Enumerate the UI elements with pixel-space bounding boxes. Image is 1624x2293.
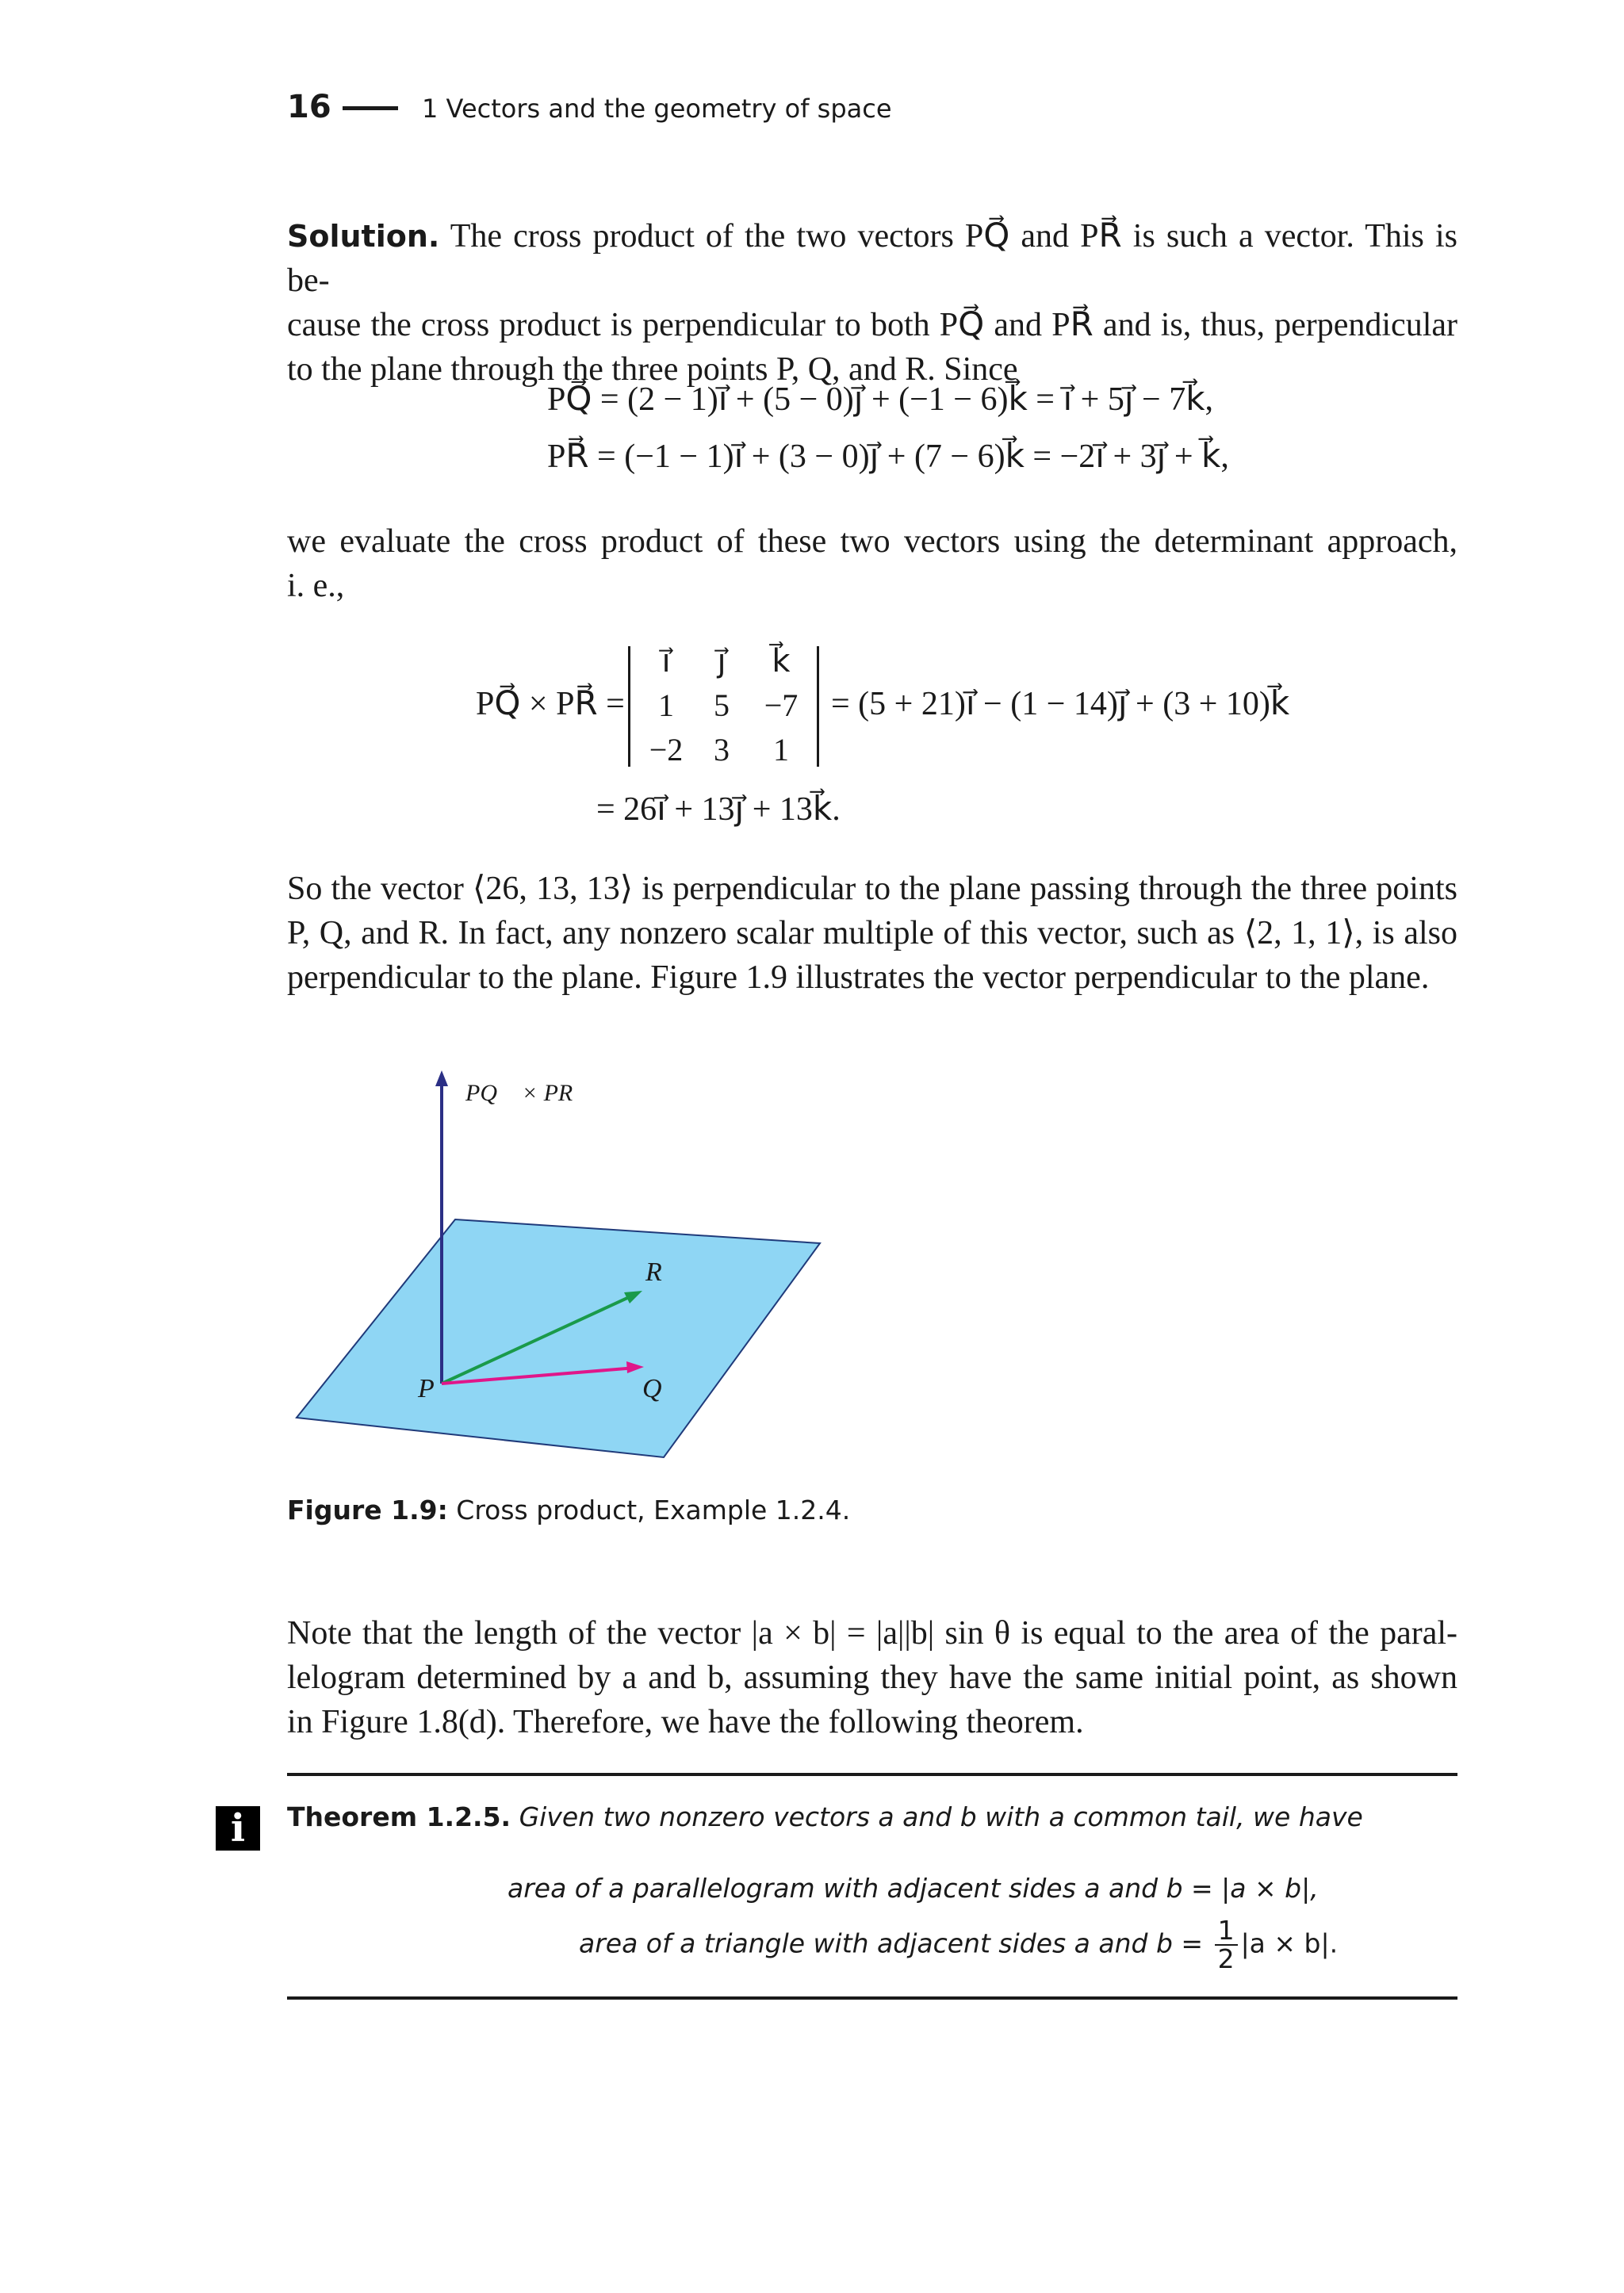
determinant-lhs: PQ⃗ × PR⃗ = bbox=[476, 686, 625, 722]
point-p-label: P bbox=[418, 1374, 435, 1403]
chapter-title: 1 Vectors and the geometry of space bbox=[422, 94, 892, 124]
det-cell: −2 bbox=[649, 732, 684, 768]
theorem-heading bbox=[287, 1801, 1363, 1832]
note-line-2: lelogram determined by a and b, assuming they have the same initial point, as shown bbox=[287, 1659, 1457, 1696]
plane bbox=[297, 1219, 820, 1457]
theorem-label: Theorem 1.2.5. bbox=[287, 1801, 511, 1832]
point-q-label: Q bbox=[642, 1374, 662, 1403]
theorem-row-parallelogram: area of a parallelogram with adjacent sides a and b = |a × b|, bbox=[508, 1873, 1319, 1904]
evaluate-line-1: we evaluate the cross product of these two vectors using the determinant approach, bbox=[287, 523, 1457, 560]
theorem-row-triangle-text: area of a triangle with adjacent sides a and b = bbox=[579, 1927, 1204, 1959]
determinant-rhs: = (5 + 21)i⃗ − (1 − 14)j⃗ + (3 + 10)k⃗ bbox=[831, 686, 1290, 722]
theorem-row-triangle-tail: |a × b|. bbox=[1240, 1927, 1339, 1959]
det-cell: k⃗ bbox=[772, 643, 791, 679]
solution-paragraph bbox=[287, 214, 1457, 392]
figure-caption-label: Figure 1.9: bbox=[287, 1495, 448, 1525]
determinant-right-bar bbox=[817, 646, 819, 767]
header-rule bbox=[343, 106, 398, 110]
conclusion-line-3: perpendicular to the plane. Figure 1.9 illustrates the vector perpendicular to the plane. bbox=[287, 959, 1430, 996]
normal-arrowhead bbox=[435, 1070, 448, 1086]
figure-cross-product bbox=[287, 1062, 858, 1475]
theorem-statement: Given two nonzero vectors a and b with a common tail, we have bbox=[519, 1801, 1363, 1832]
theorem-top-rule bbox=[287, 1773, 1457, 1776]
det-cell: 3 bbox=[714, 732, 730, 768]
conclusion-line-1: So the vector ⟨26, 13, 13⟩ is perpendicular to the plane passing through the three points bbox=[287, 871, 1457, 907]
solution-line-2: cause the cross product is perpendicular to both PQ⃗ and PR⃗ and is, thus, perpendicular bbox=[287, 307, 1457, 343]
det-cell: −7 bbox=[764, 687, 799, 723]
equation-pq: PQ⃗ = (2 − 1)i⃗ + (5 − 0)j⃗ + (−1 − 6)k⃗ = i⃗ + 5j⃗ − 7k⃗, bbox=[547, 381, 1214, 418]
solution-line-1: The cross product of the two vectors PQ⃗ and PR⃗ is such a vector. This is be- bbox=[287, 218, 1457, 299]
fraction-denominator: 2 bbox=[1217, 1943, 1235, 1974]
fraction-one-half bbox=[1215, 1917, 1238, 1973]
det-cell: 1 bbox=[658, 687, 674, 723]
normal-label: PQ⃗ × PR⃗ bbox=[465, 1080, 592, 1106]
note-line-3: in Figure 1.8(d). Therefore, we have the following theorem. bbox=[287, 1704, 1084, 1740]
conclusion-paragraph bbox=[287, 867, 1457, 1000]
theorem-row-triangle bbox=[579, 1917, 1338, 1973]
det-cell: 1 bbox=[773, 732, 789, 768]
evaluate-line-2: i. e., bbox=[287, 568, 345, 604]
page-number: 16 bbox=[287, 89, 331, 125]
conclusion-line-2: P, Q, and R. In fact, any nonzero scalar multiple of this vector, such as ⟨2, 1, 1⟩, is also bbox=[287, 915, 1457, 951]
solution-line-3: to the plane through the three points P, Q, and R. Since bbox=[287, 351, 1018, 388]
determinant-left-bar bbox=[628, 646, 630, 767]
figure-caption bbox=[287, 1495, 850, 1525]
figure-caption-text: Cross product, Example 1.2.4. bbox=[447, 1495, 851, 1525]
info-icon: i bbox=[216, 1806, 260, 1851]
det-cell: i⃗ bbox=[661, 643, 671, 679]
theorem-bottom-rule bbox=[287, 1996, 1457, 2000]
evaluate-paragraph bbox=[287, 519, 1457, 608]
fraction-numerator: 1 bbox=[1215, 1917, 1238, 1946]
det-cell: j⃗ bbox=[717, 643, 726, 679]
point-r-label: R bbox=[645, 1258, 662, 1287]
note-line-1: Note that the length of the vector |a × b| = |a||b| sin θ is equal to the area of the paral- bbox=[287, 1615, 1457, 1652]
det-cell: 5 bbox=[714, 687, 730, 723]
solution-lead: Solution. bbox=[287, 219, 440, 254]
equation-pr: PR⃗ = (−1 − 1)i⃗ + (3 − 0)j⃗ + (7 − 6)k⃗ = −2i⃗ + 3j⃗ + k⃗, bbox=[547, 438, 1229, 475]
note-paragraph bbox=[287, 1611, 1457, 1744]
determinant-result: = 26i⃗ + 13j⃗ + 13k⃗. bbox=[596, 791, 841, 828]
